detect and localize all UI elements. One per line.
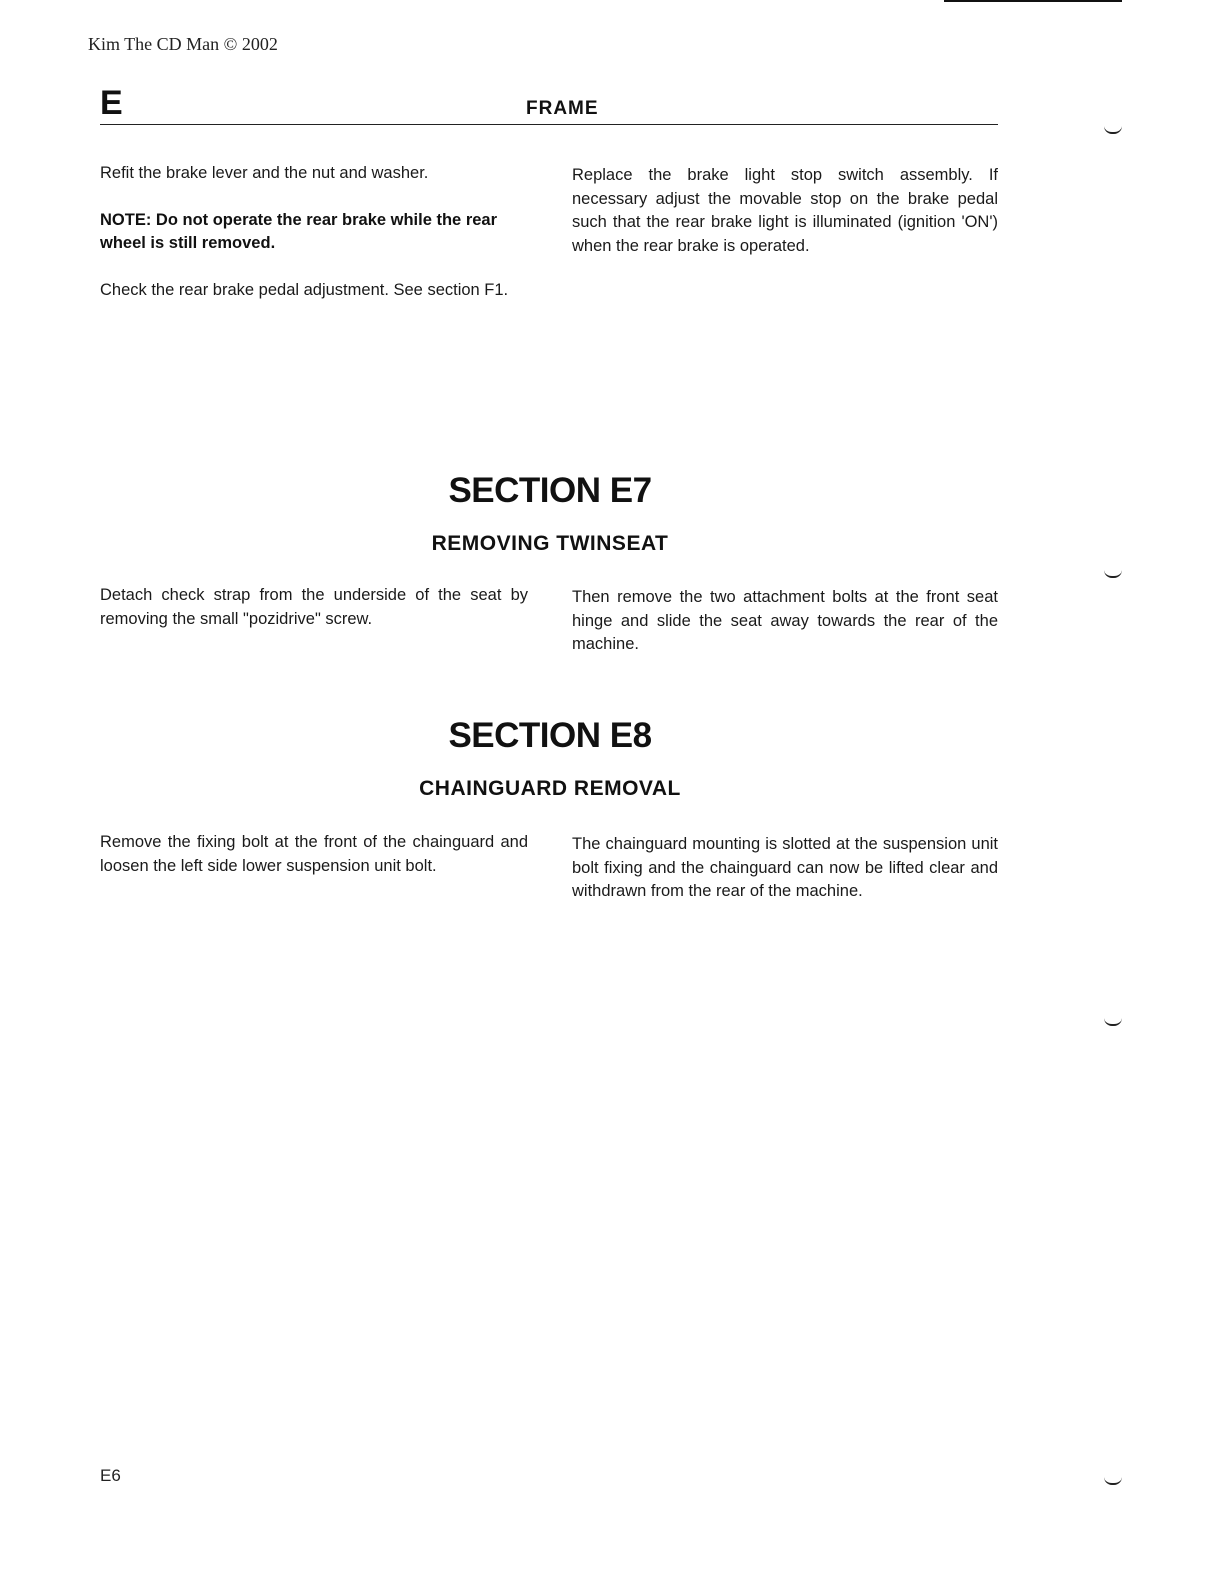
section-e7-left-column — [100, 584, 528, 654]
section-e8-title: SECTION E8 — [448, 716, 652, 755]
section-e7-subtitle: REMOVING TWINSEAT — [431, 532, 669, 555]
section-e8-subtitle: CHAINGUARD REMOVAL — [419, 777, 681, 800]
paragraph: The chainguard mounting is slotted at the suspension unit bolt fixing and the chainguard can now be lifted clear and withdrawn from the rear of the machine. — [572, 835, 998, 900]
binding-hole-mark — [1104, 126, 1122, 134]
chapter-title: FRAME — [526, 98, 599, 119]
note-paragraph: NOTE: Do not operate the rear brake while the rear wheel is still removed. — [100, 210, 498, 252]
paragraph: Refit the brake lever and the nut and washer. — [100, 164, 429, 182]
section-e8-right-column — [572, 833, 998, 927]
intro-right-column — [572, 164, 998, 281]
paragraph: Detach check strap from the underside of the seat by removing the small "pozidrive" screw. — [100, 586, 528, 628]
paragraph: Replace the brake light stop switch assembly. If necessary adjust the movable stop on the brake pedal such that the rear brake light is illuminated (ignition 'ON') when the rear brake is operated. — [572, 166, 998, 255]
binding-hole-mark — [1104, 570, 1122, 578]
binding-hole-mark — [1104, 1018, 1122, 1026]
binding-hole-mark — [1104, 1477, 1122, 1485]
paragraph: Check the rear brake pedal adjustment. See section F1. — [100, 280, 509, 299]
paragraph: Then remove the two attachment bolts at the front seat hinge and slide the seat away towards the rear of the machine. — [572, 588, 998, 653]
page-header — [100, 84, 998, 125]
page-number: E6 — [100, 1466, 121, 1485]
section-e7-title: SECTION E7 — [448, 471, 652, 510]
paragraph: Remove the fixing bolt at the front of the chainguard and loosen the left side lower suspension unit bolt. — [100, 833, 528, 875]
section-e8-left-column — [100, 831, 528, 901]
section-e7-right-column — [572, 586, 998, 680]
intro-left-column — [100, 162, 528, 325]
top-edge-rule — [944, 0, 1122, 2]
chapter-letter: E — [100, 84, 123, 122]
copyright-line: Kim The CD Man © 2002 — [88, 34, 278, 54]
